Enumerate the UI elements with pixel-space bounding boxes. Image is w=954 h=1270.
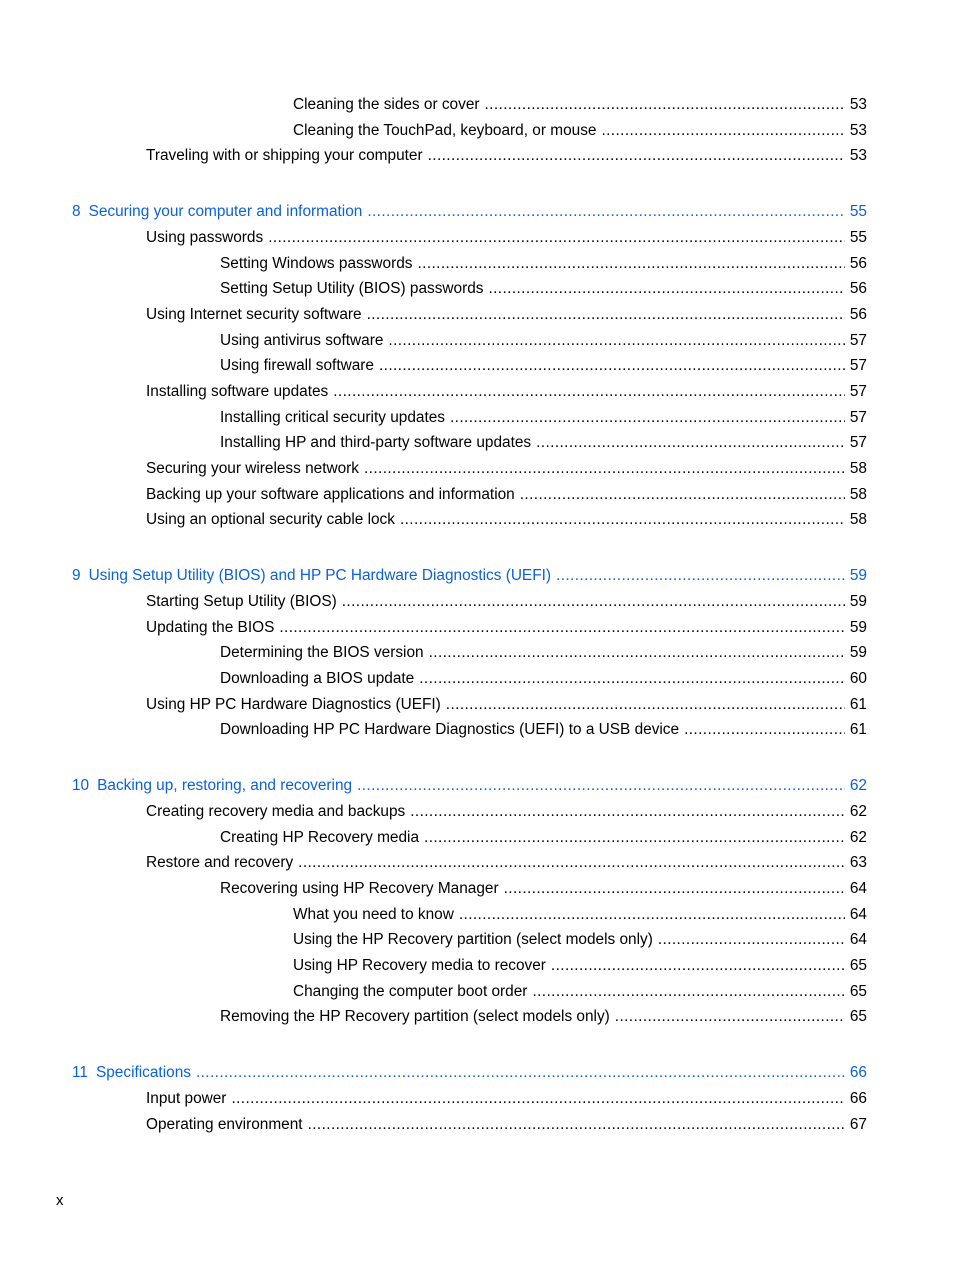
chapter-number: 9 xyxy=(72,567,81,584)
dot-leader xyxy=(364,458,845,480)
toc-entry-title: Using passwords xyxy=(146,229,264,246)
toc-entry-page: 61 xyxy=(849,721,867,738)
chapter-title: Using Setup Utility (BIOS) and HP PC Hardware Diagnostics (UEFI) xyxy=(88,567,552,584)
dot-leader xyxy=(429,642,845,664)
toc-entry[interactable] xyxy=(293,94,867,116)
toc-entry-page: 57 xyxy=(849,434,867,451)
dot-leader xyxy=(400,509,845,531)
toc-entry-title: Changing the computer boot order xyxy=(293,983,528,1000)
toc-entry-page: 61 xyxy=(849,696,867,713)
toc-entry-title: Traveling with or shipping your computer xyxy=(146,147,423,164)
dot-leader xyxy=(268,227,845,249)
toc-entry-title: Setting Setup Utility (BIOS) passwords xyxy=(220,280,484,297)
chapter-page: 59 xyxy=(849,567,867,584)
toc-chapter-8[interactable] xyxy=(72,201,867,223)
toc-entry-page: 56 xyxy=(849,255,867,272)
toc-entry-page: 63 xyxy=(849,854,867,871)
toc-entry-title: Using antivirus software xyxy=(220,332,384,349)
toc-entry[interactable] xyxy=(293,929,867,951)
chapter-number: 8 xyxy=(72,203,81,220)
toc-entry-page: 66 xyxy=(849,1090,867,1107)
dot-leader xyxy=(419,668,845,690)
toc-entry[interactable] xyxy=(146,509,867,531)
chapter-title: Backing up, restoring, and recovering xyxy=(97,777,353,794)
dot-leader xyxy=(459,904,845,926)
toc-entry[interactable] xyxy=(146,617,867,639)
toc-entry-page: 58 xyxy=(849,511,867,528)
toc-entry-title: Creating recovery media and backups xyxy=(146,803,406,820)
toc-entry[interactable] xyxy=(220,1006,867,1028)
chapter-title: Securing your computer and information xyxy=(88,203,363,220)
toc-entry[interactable] xyxy=(220,278,867,300)
toc-entry[interactable] xyxy=(146,591,867,613)
dot-leader xyxy=(379,355,845,377)
toc-entry-title: Downloading a BIOS update xyxy=(220,670,415,687)
toc-entry[interactable] xyxy=(146,1114,867,1136)
toc-entry[interactable] xyxy=(220,668,867,690)
toc-entry-title: Creating HP Recovery media xyxy=(220,829,420,846)
toc-entry-page: 60 xyxy=(849,670,867,687)
toc-chapter-11[interactable] xyxy=(72,1062,867,1084)
dot-leader xyxy=(298,852,845,874)
dot-leader xyxy=(231,1088,844,1110)
dot-leader xyxy=(520,484,845,506)
toc-entry-page: 65 xyxy=(849,957,867,974)
dot-leader xyxy=(367,304,845,326)
dot-leader xyxy=(424,827,845,849)
toc-entry-page: 59 xyxy=(849,593,867,610)
dot-leader xyxy=(410,801,845,823)
toc-entry-title: Backing up your software applications and information xyxy=(146,486,515,503)
toc-entry[interactable] xyxy=(146,458,867,480)
toc-entry[interactable] xyxy=(220,719,867,741)
toc-entry-page: 62 xyxy=(849,829,867,846)
toc-entry-page: 56 xyxy=(849,280,867,297)
toc-entry-title: Updating the BIOS xyxy=(146,619,275,636)
toc-chapter-10[interactable] xyxy=(72,775,867,797)
dot-leader xyxy=(333,381,845,403)
toc-entry-title: Recovering using HP Recovery Manager xyxy=(220,880,499,897)
dot-leader xyxy=(279,617,845,639)
toc-entry[interactable] xyxy=(146,694,867,716)
toc-entry-title: Cleaning the TouchPad, keyboard, or mouse xyxy=(293,122,597,139)
toc-entry[interactable] xyxy=(146,304,867,326)
chapter-title: Specifications xyxy=(95,1064,191,1081)
toc-entry-page: 56 xyxy=(849,306,867,323)
toc-entry-page: 57 xyxy=(849,383,867,400)
dot-leader xyxy=(446,694,845,716)
toc-entry-title: Downloading HP PC Hardware Diagnostics (UEFI) to a USB device xyxy=(220,721,680,738)
dot-leader xyxy=(488,278,844,300)
dot-leader xyxy=(556,565,845,587)
toc-entry-page: 64 xyxy=(849,880,867,897)
dot-leader xyxy=(485,94,845,116)
toc-entry-title: Restore and recovery xyxy=(146,854,294,871)
toc-entry[interactable] xyxy=(146,801,867,823)
toc-entry[interactable] xyxy=(220,407,867,429)
toc-entry-page: 53 xyxy=(849,96,867,113)
toc-entry[interactable] xyxy=(220,642,867,664)
dot-leader xyxy=(450,407,845,429)
toc-entry-page: 57 xyxy=(849,332,867,349)
chapter-page: 55 xyxy=(849,203,867,220)
toc-entry[interactable] xyxy=(220,432,867,454)
toc-entry-title: Using firewall software xyxy=(220,357,374,374)
dot-leader xyxy=(504,878,845,900)
toc-entry-title: Cleaning the sides or cover xyxy=(293,96,480,113)
toc-entry-title: Setting Windows passwords xyxy=(220,255,413,272)
chapter-number: 10 xyxy=(72,777,90,794)
toc-entry-title: Using the HP Recovery partition (select models only) xyxy=(293,931,653,948)
dot-leader xyxy=(357,775,845,797)
toc-entry-title: Installing critical security updates xyxy=(220,409,445,426)
chapter-page: 62 xyxy=(849,777,867,794)
toc-entry-page: 64 xyxy=(849,931,867,948)
dot-leader xyxy=(551,955,845,977)
toc-entry[interactable] xyxy=(220,827,867,849)
toc-entry-title: Securing your wireless network xyxy=(146,460,359,477)
toc-entry-page: 58 xyxy=(849,460,867,477)
toc-entry-page: 53 xyxy=(849,147,867,164)
dot-leader xyxy=(615,1006,845,1028)
toc-entry-title: Using Internet security software xyxy=(146,306,362,323)
toc-entry-title: Using HP PC Hardware Diagnostics (UEFI) xyxy=(146,696,441,713)
toc-entry-page: 58 xyxy=(849,486,867,503)
dot-leader xyxy=(684,719,845,741)
chapter-number: 11 xyxy=(72,1064,88,1081)
toc-entry-title: Starting Setup Utility (BIOS) xyxy=(146,593,337,610)
toc-entry[interactable] xyxy=(146,227,867,249)
chapter-page: 66 xyxy=(849,1064,867,1081)
toc-entry-title: Removing the HP Recovery partition (select models only) xyxy=(220,1008,610,1025)
toc-entry-title: Using an optional security cable lock xyxy=(146,511,395,528)
toc-entry[interactable] xyxy=(146,145,867,167)
toc-entry-page: 67 xyxy=(849,1116,867,1133)
toc-entry[interactable] xyxy=(146,484,867,506)
toc-entry[interactable] xyxy=(146,381,867,403)
toc-entry-page: 65 xyxy=(849,983,867,1000)
toc-entry-title: Operating environment xyxy=(146,1116,303,1133)
toc-chapter-9[interactable] xyxy=(72,565,867,587)
toc-entry-page: 64 xyxy=(849,906,867,923)
dot-leader xyxy=(342,591,845,613)
dot-leader xyxy=(308,1114,845,1136)
toc-entry-page: 59 xyxy=(849,619,867,636)
page-number: x xyxy=(56,1192,64,1209)
dot-leader xyxy=(428,145,845,167)
toc-entry-page: 55 xyxy=(849,229,867,246)
dot-leader xyxy=(536,432,845,454)
toc-entry-page: 57 xyxy=(849,357,867,374)
toc-entry[interactable] xyxy=(220,355,867,377)
toc-entry-title: Input power xyxy=(146,1090,227,1107)
toc-entry[interactable] xyxy=(146,852,867,874)
toc-entry-page: 53 xyxy=(849,122,867,139)
toc-entry[interactable] xyxy=(293,955,867,977)
toc-entry-page: 59 xyxy=(849,644,867,661)
toc-entry[interactable] xyxy=(293,981,867,1003)
toc-entry-page: 65 xyxy=(849,1008,867,1025)
toc-entry[interactable] xyxy=(220,330,867,352)
dot-leader xyxy=(196,1062,845,1084)
toc-entry[interactable] xyxy=(220,878,867,900)
dot-leader xyxy=(367,201,845,223)
toc-entry[interactable] xyxy=(293,904,867,926)
dot-leader xyxy=(417,253,844,275)
dot-leader xyxy=(388,330,844,352)
toc-entry[interactable] xyxy=(146,1088,867,1110)
dot-leader xyxy=(658,929,845,951)
toc-entry-title: What you need to know xyxy=(293,906,454,923)
toc-entry[interactable] xyxy=(220,253,867,275)
dot-leader xyxy=(532,981,844,1003)
toc-entry-title: Determining the BIOS version xyxy=(220,644,424,661)
dot-leader xyxy=(601,120,844,142)
toc-entry-title: Installing HP and third-party software updates xyxy=(220,434,532,451)
toc-entry[interactable] xyxy=(293,120,867,142)
toc-entry-page: 62 xyxy=(849,803,867,820)
toc-entry-title: Installing software updates xyxy=(146,383,329,400)
toc-entry-page: 57 xyxy=(849,409,867,426)
toc-entry-title: Using HP Recovery media to recover xyxy=(293,957,546,974)
